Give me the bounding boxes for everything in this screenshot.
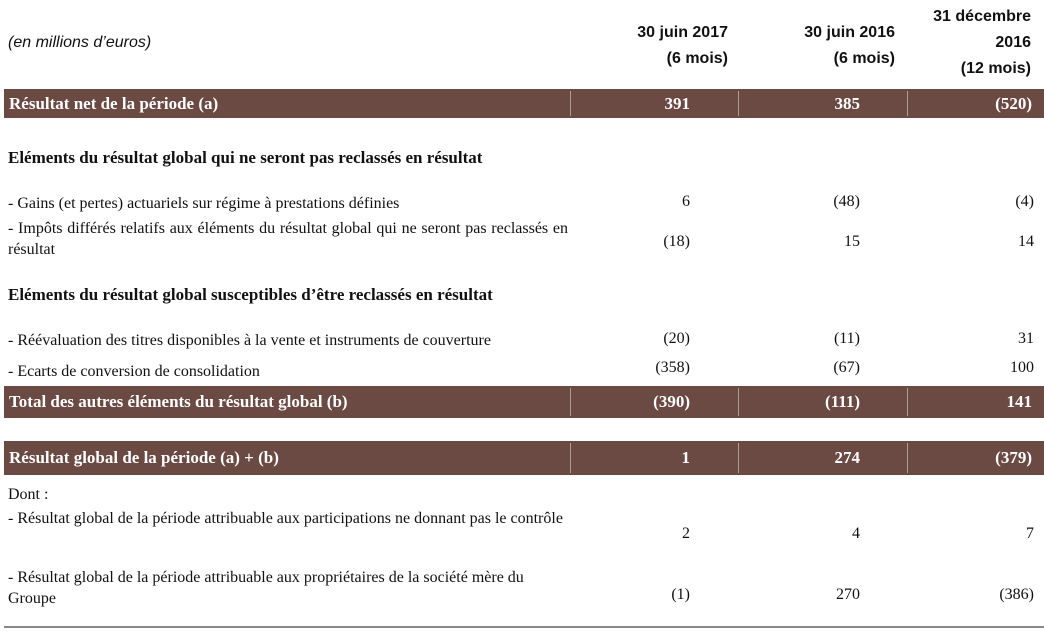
column-header-line: 2016: [995, 34, 1031, 51]
cell-value: 15: [844, 233, 860, 250]
row-label: Résultat global de la période (a) + (b): [9, 448, 279, 467]
column-divider: [907, 388, 908, 416]
unit-label: (en millions d’euros): [8, 34, 152, 51]
column-divider: [570, 443, 571, 473]
cell-value: (48): [833, 193, 860, 210]
cell-value: 385: [834, 94, 860, 113]
cell-value: (379): [995, 448, 1032, 467]
net-result-row: [4, 89, 1044, 118]
cell-value: 270: [836, 586, 860, 603]
global-result-row: [4, 441, 1044, 475]
cell-value: (20): [663, 330, 690, 347]
row-label: - Ecarts de conversion de consolidation: [8, 363, 260, 380]
cell-value: 7: [1026, 525, 1034, 542]
row-label: Total des autres éléments du résultat global (b): [9, 392, 348, 411]
column-header-june-2016: [757, 20, 895, 72]
dont-label: Dont :: [8, 486, 49, 503]
column-header-line: 31 décembre: [933, 8, 1031, 25]
total-other-row: [4, 386, 1044, 418]
column-header-line: 30 juin 2016: [804, 24, 895, 41]
column-header-dec-2016: [893, 4, 1031, 82]
column-header-line: (6 mois): [833, 50, 895, 67]
cell-value: (1): [671, 586, 690, 603]
cell-value: 141: [1006, 392, 1032, 411]
column-divider: [570, 91, 571, 116]
cell-value: (18): [663, 233, 690, 250]
cell-value: (67): [833, 359, 860, 376]
column-header-line: (12 mois): [960, 60, 1031, 77]
column-divider: [907, 443, 908, 473]
cell-value: 100: [1010, 359, 1034, 376]
row-label: - Résultat global de la période attribuable aux propriétaires de la société mère du Groupe: [8, 569, 524, 607]
row-label: - Gains (et pertes) actuariels sur régime à prestations définies: [8, 195, 400, 212]
cell-value: (11): [833, 330, 860, 347]
cell-value: (390): [653, 392, 690, 411]
row-label: Résultat net de la période (a): [9, 94, 219, 113]
bottom-rule: [4, 626, 1044, 628]
cell-value: 1: [681, 448, 690, 467]
cell-value: (386): [999, 586, 1034, 603]
column-divider: [738, 91, 739, 116]
row-label: - Réévaluation des titres disponibles à la vente et instruments de couverture: [8, 332, 491, 349]
cell-value: 274: [834, 448, 860, 467]
section-title: Eléments du résultat global qui ne seront pas reclassés en résultat: [8, 148, 483, 167]
cell-value: (358): [655, 359, 690, 376]
cell-value: (111): [825, 392, 860, 411]
column-divider: [738, 443, 739, 473]
cell-value: (520): [995, 94, 1032, 113]
cell-value: 31: [1018, 330, 1034, 347]
column-divider: [570, 388, 571, 416]
cell-value: 6: [682, 193, 690, 210]
row-label: - Résultat global de la période attribuable aux participations ne donnant pas le contrôle: [8, 510, 563, 527]
column-header-line: 30 juin 2017: [637, 24, 728, 41]
cell-value: 4: [852, 525, 860, 542]
column-header-line: (6 mois): [666, 50, 728, 67]
column-header-june-2017: [590, 20, 728, 72]
cell-value: 14: [1018, 233, 1034, 250]
section-title: Eléments du résultat global susceptibles d’être reclassés en résultat: [8, 285, 493, 304]
column-divider: [738, 388, 739, 416]
cell-value: (4): [1015, 193, 1034, 210]
row-label: - Impôts différés relatifs aux éléments du résultat global qui ne seront pas reclassés en résultat: [8, 220, 568, 258]
cell-value: 391: [664, 94, 690, 113]
cell-value: 2: [682, 525, 690, 542]
column-divider: [907, 91, 908, 116]
